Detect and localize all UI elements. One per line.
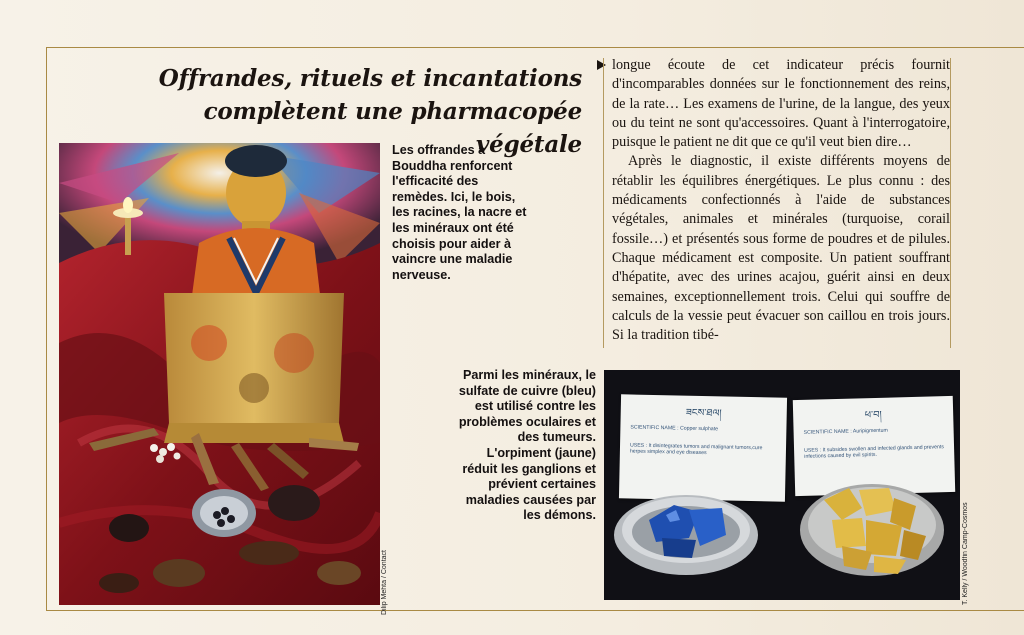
buddha-photo-illustration [59, 143, 380, 605]
card1-tibetan-title: ཟངས་ཐལ། [685, 407, 722, 420]
card2-tibetan-title: ཕ་བ། [864, 409, 882, 422]
card1-scientific-name: SCIENTIFIC NAME : Copper sulphate [630, 424, 719, 433]
minerals-photo [604, 370, 960, 600]
body-paragraph-2: Après le diagnostic, il existe différents moyens de rétablir les équilibres énergétiques. Le plus connu : des médicaments confectionnés à l'aide de substances végétales, animales et minérales (turquoise, corail fossile…) et présentés sous forme de poudres et de pilules. Chaque médicament est composite. Un patient souffrant d'hépatite, avec des urines acajou, guérit ainsi en deux semaines, exceptionnellement trois. Celui qui souffre de calculs de la vessie peut évacuer son caillou en trois jours. Si la tradition tibé- [612, 153, 950, 344]
orpiment-pieces [824, 488, 926, 574]
headline-line-2: complètent une pharmacopée végétale [203, 98, 582, 158]
photo-credit-2: T. Kelly / Woodfin Camp-Cosmos [962, 502, 969, 605]
card2-uses: USES : It subsides swollen and infected glands and prevents infections caused by evil spirits. [804, 444, 944, 460]
card1-uses: USES : It disintegrates tumors and malignant tumors,cure herpes simplex and eye diseases [629, 442, 763, 457]
headline-line-1: Offrandes, rituels et incantations [158, 65, 582, 92]
column-rule-left [603, 58, 604, 348]
caption-buddha: Les offrandes à Bouddha renforcent l'efficacité des remèdes. Ici, le bois, les racines, la nacre et les minéraux ont été choisis pour aider à vaincre une maladie nerveuse. [392, 143, 527, 282]
body-paragraph-1: longue écoute de cet indicateur précis fournit d'incomparables données sur le fonctionnement des reins, de la rate… Les examens de l'urine, de la langue, des yeux ou du teint ne sont qu'accessoires. Quant à l'interrogatoire, puisque le patient ne dit que ce qu'il veut bien dire… [612, 57, 950, 151]
article-body [612, 56, 950, 345]
card2-scientific-name: SCIENTIFIC NAME : Auripigmentum [803, 427, 888, 436]
copper-sulphate-label [619, 394, 787, 501]
photo-credit-1: Dilip Mehta / Contact [381, 550, 388, 615]
buddha-offerings-photo [59, 143, 380, 605]
column-rule-right [950, 58, 951, 348]
caption-minerals: Parmi les minéraux, le sulfate de cuivre (bleu) est utilisé contre les problèmes oculaires et des tumeurs. L'orpiment (jaune) réduit les ganglions et prévient certaines maladies causées par les démons. [458, 368, 596, 523]
continuation-arrow-icon [597, 60, 606, 70]
nacre-shell [192, 489, 256, 537]
orpiment-label [793, 396, 955, 496]
